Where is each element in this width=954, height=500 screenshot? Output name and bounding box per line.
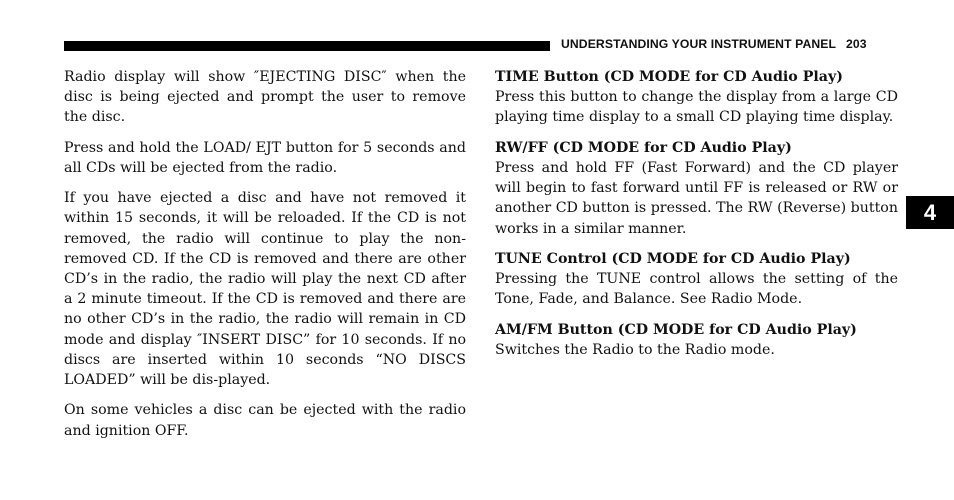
body-tune-control: Pressing the TUNE control allows the setting of the Tone, Fade, and Balance. See Radio Mode.	[495, 271, 898, 308]
section-title: UNDERSTANDING YOUR INSTRUMENT PANEL	[561, 37, 837, 51]
page-number: 203	[846, 37, 867, 51]
section-rw-ff	[495, 138, 898, 239]
paragraph-ignition-off: On some vehicles a disc can be ejected with the radio and ignition OFF.	[64, 402, 466, 439]
right-column	[495, 67, 898, 370]
body-time-button: Press this button to change the display from a large CD playing time display to a small CD playing time display.	[495, 89, 898, 126]
paragraph-reload-behavior: If you have ejected a disc and have not removed it within 15 seconds, it will be reloaded. If the CD is not removed, the radio will continue to play the non-removed CD. If the CD is removed and there are other CD’s in the radio, the radio will play the next CD after a 2 minute timeout. If the CD is removed and there are no other CD’s in the radio, the radio will remain in CD mode and display ″INSERT DISC” for 10 seconds. If no discs are inserted within 10 seconds “NO DISCS LOADED” will be dis-played.	[64, 190, 466, 389]
paragraph-load-ejt: Press and hold the LOAD/ EJT button for 5 seconds and all CDs will be ejected from the radio.	[64, 139, 466, 176]
body-rw-ff: Press and hold FF (Fast Forward) and the CD player will begin to fast forward until FF is released or RW or another CD button is pressed. The RW (Reverse) button works in a similar manner.	[495, 159, 898, 237]
left-column	[64, 67, 466, 451]
section-tune-control	[495, 249, 898, 310]
heading-rw-ff: RW/FF (CD MODE for CD Audio Play)	[495, 139, 792, 156]
body-am-fm-button: Switches the Radio to the Radio mode.	[495, 341, 775, 358]
heading-am-fm-button: AM/FM Button (CD MODE for CD Audio Play)	[495, 321, 857, 338]
header-rule	[64, 41, 550, 51]
running-header	[561, 37, 867, 51]
heading-tune-control: TUNE Control (CD MODE for CD Audio Play)	[495, 250, 851, 267]
heading-time-button: TIME Button (CD MODE for CD Audio Play)	[495, 69, 843, 85]
section-am-fm-button	[495, 320, 898, 360]
chapter-tab: 4	[906, 196, 954, 229]
section-time-button	[495, 67, 898, 128]
paragraph-ejecting-display: Radio display will show ″EJECTING DISC″ when the disc is being ejected and prompt the user to remove the disc.	[64, 69, 466, 126]
